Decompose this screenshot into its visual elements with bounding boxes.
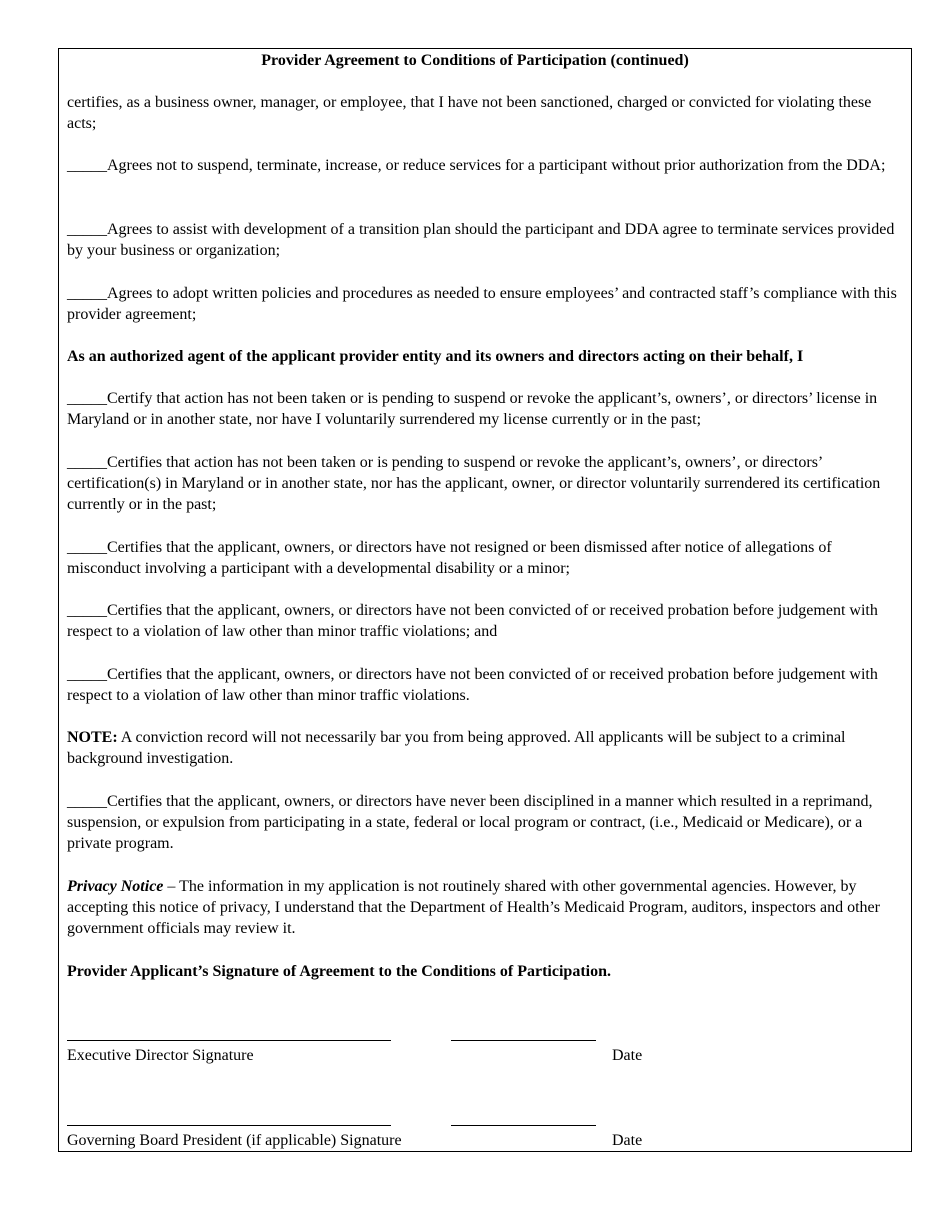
paragraph-disciplined: _____Certifies that the applicant, owners, or directors have never been disciplined in a manner which resulted in a reprimand, suspension, or expulsion from participating in a state, federal or local program or contract, (i.e., Medicaid or Medicare), or a private program. [67,793,873,852]
page-title: Provider Agreement to Conditions of Participation (continued) [261,52,689,69]
executive-signature-line[interactable] [67,1040,391,1041]
blank-line[interactable]: _____ [67,285,107,302]
paragraph-convicted-and: _____Certifies that the applicant, owners, or directors have not been convicted of or received probation before judgement with respect to a violation of law other than minor traffic violations; and [67,602,878,640]
note-paragraph: NOTE: A conviction record will not necessarily bar you from being approved. All applicants will be subject to a criminal background investigation. [67,729,846,767]
paragraph-written-policies: _____Agrees to adopt written policies and procedures as needed to ensure employees’ and contracted staff’s compliance with this provider agreement; [67,285,897,323]
paragraph-agrees-not-suspend: _____Agrees not to suspend, terminate, increase, or reduce services for a participant without prior authorization from the DDA; [67,157,886,174]
president-date-line[interactable] [451,1125,596,1126]
blank-line[interactable]: _____ [67,221,107,238]
blank-line[interactable]: _____ [67,454,107,471]
signature-section-heading: Provider Applicant’s Signature of Agreement to the Conditions of Participation. [67,963,611,980]
president-signature-label: Governing Board President (if applicable) Signature [67,1132,402,1149]
blank-line[interactable]: _____ [67,793,107,810]
paragraph-transition-plan: _____Agrees to assist with development of a transition plan should the participant and DDA agree to terminate services provided by your business or organization; [67,221,895,259]
blank-line[interactable]: _____ [67,390,107,407]
president-date-label: Date [612,1132,643,1149]
blank-line[interactable]: _____ [67,666,107,683]
paragraph-certification: _____Certifies that action has not been taken or is pending to suspend or revoke the applicant’s, owners’, or directors’ certification(s) in Maryland or in another state, nor has the applicant, owner, or director voluntarily surrendered its certification currently or in the past; [67,454,881,513]
note-label: NOTE: [67,729,118,746]
executive-date-label: Date [612,1047,643,1064]
privacy-notice-label: Privacy Notice [67,878,164,895]
blank-line[interactable]: _____ [67,157,107,174]
executive-date-line[interactable] [451,1040,596,1041]
privacy-notice-paragraph: Privacy Notice – The information in my application is not routinely shared with other governmental agencies. However, by accepting this notice of privacy, I understand that the Department of Health’s Medicaid Program, auditors, inspectors and other government officials may review it. [67,878,880,937]
blank-line[interactable]: _____ [67,539,107,556]
blank-line[interactable]: _____ [67,602,107,619]
paragraph-certifies-sanctions: certifies, as a business owner, manager, or employee, that I have not been sanctioned, charged or convicted for violating these acts; [67,94,872,132]
paragraph-license: _____Certify that action has not been taken or is pending to suspend or revoke the applicant’s, owners’, or directors’ license in Maryland or in another state, nor have I voluntarily surrendered my license currently or in the past; [67,390,878,428]
section-heading-authorized-agent: As an authorized agent of the applicant provider entity and its owners and directors acting on their behalf, I [67,348,804,365]
president-signature-line[interactable] [67,1125,391,1126]
paragraph-misconduct: _____Certifies that the applicant, owners, or directors have not resigned or been dismissed after notice of allegations of misconduct involving a participant with a developmental disability or a minor; [67,539,832,577]
paragraph-convicted: _____Certifies that the applicant, owners, or directors have not been convicted of or received probation before judgement with respect to a violation of law other than minor traffic violations. [67,666,878,704]
executive-signature-label: Executive Director Signature [67,1047,254,1064]
